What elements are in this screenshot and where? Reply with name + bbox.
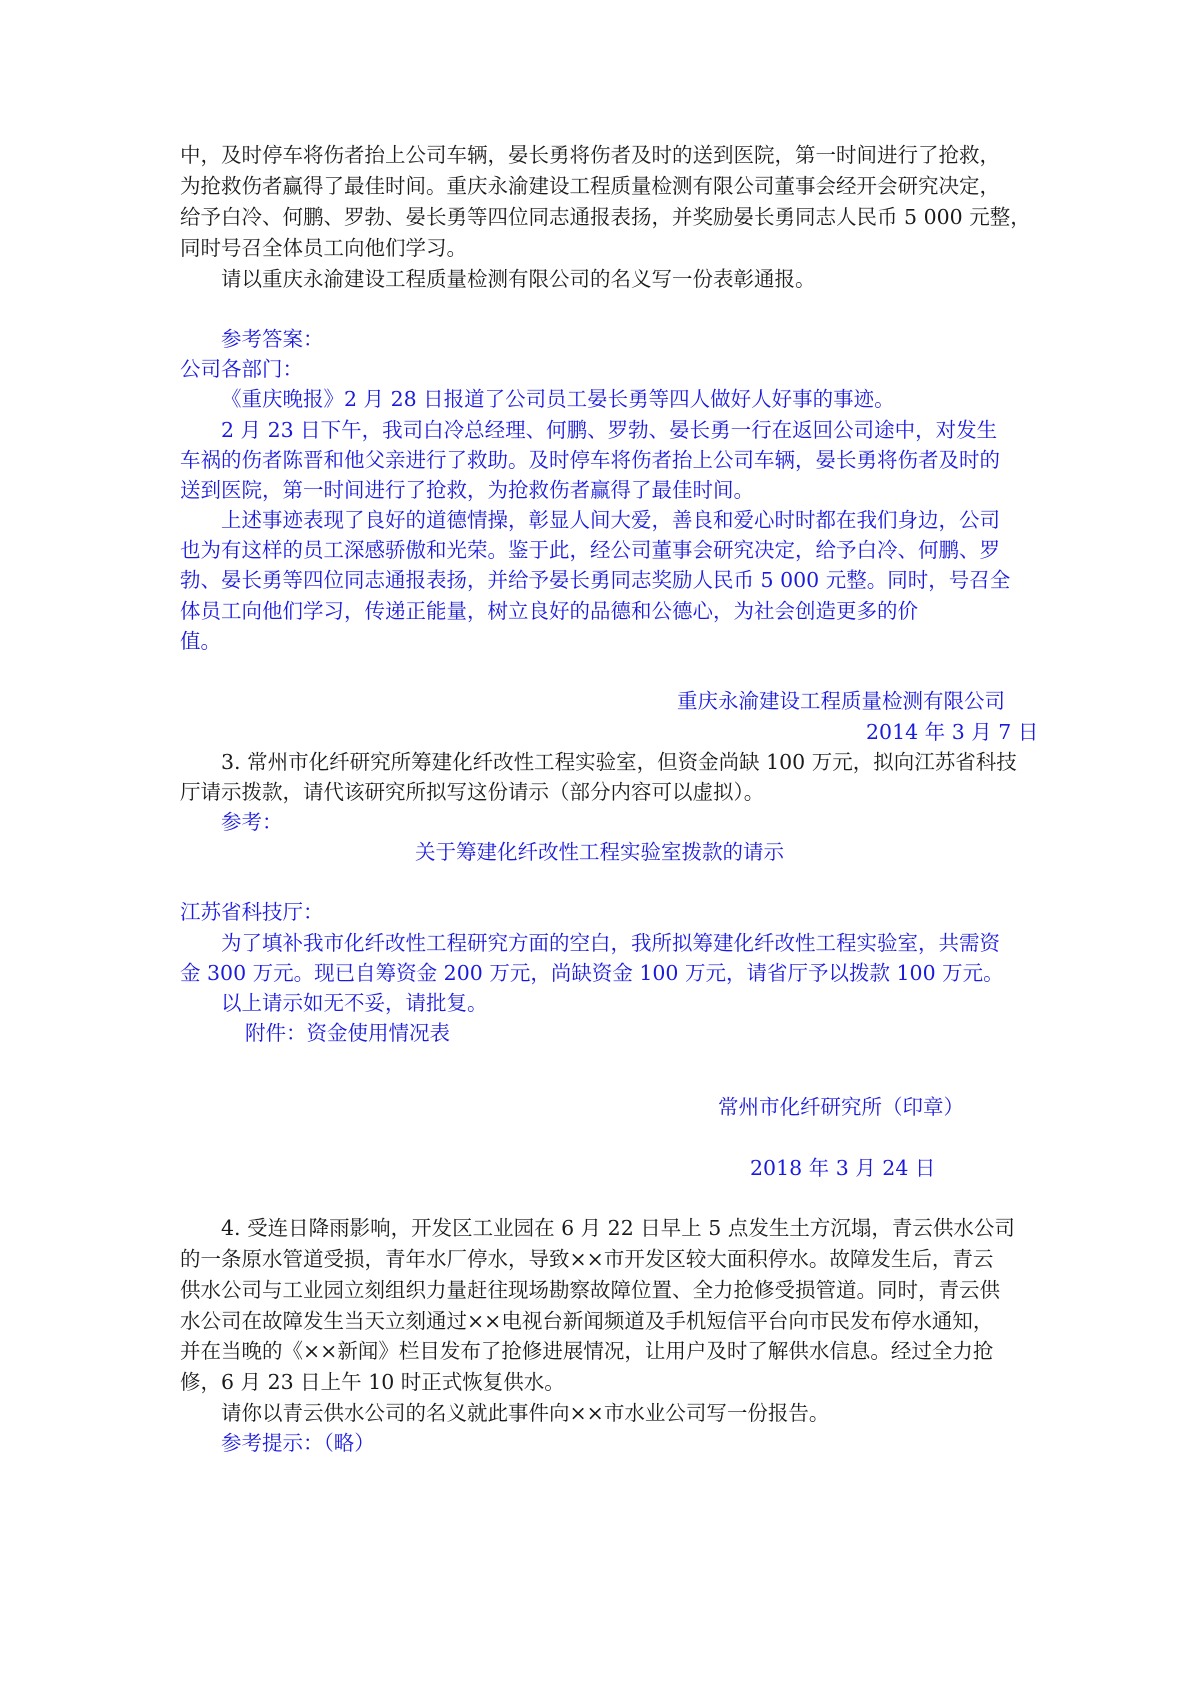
answer-3-body-line-1: 为了填补我市化纤改性工程研究方面的空白，我所拟筹建化纤改性工程实验室，共需资 bbox=[221, 931, 1000, 955]
question-4-line-3: 供水公司与工业园立刻组织力量赶往现场勘察故障位置、全力抢修受损管道。同时，青云供 bbox=[180, 1278, 1000, 1302]
answer-3-attachment: 附件：资金使用情况表 bbox=[245, 1021, 450, 1045]
question-3-line-1: 3. 常州市化纤研究所筹建化纤改性工程实验室，但资金尚缺 100 万元，拟向江苏省科技 bbox=[221, 750, 1017, 774]
answer-3-signature: 常州市化纤研究所（印章） bbox=[718, 1095, 964, 1119]
answer-3-title: 关于筹建化纤改性工程实验室拨款的请示 bbox=[415, 840, 784, 864]
question-4-line-6: 修，6 月 23 日上午 10 时正式恢复供水。 bbox=[180, 1370, 565, 1394]
answer-2-para-3-line-5: 值。 bbox=[180, 629, 221, 653]
question-4-line-4: 水公司在故障发生当天立刻通过××电视台新闻频道及手机短信平台向市民发布停水通知， bbox=[180, 1309, 994, 1333]
question-4-line-1: 4. 受连日降雨影响，开发区工业园在 6 月 22 日早上 5 点发生土方沉塌，青云供水公司 bbox=[221, 1216, 1015, 1240]
question-2-line-2: 为抢救伤者赢得了最佳时间。重庆永渝建设工程质量检测有限公司董事会经开会研究决定， bbox=[180, 174, 1000, 198]
answer-2-date: 2014 年 3 月 7 日 bbox=[866, 720, 1039, 744]
question-4-task: 请你以青云供水公司的名义就此事件向××市水业公司写一份报告。 bbox=[221, 1401, 830, 1425]
answer-2-signature: 重庆永渝建设工程质量检测有限公司 bbox=[677, 689, 1005, 713]
answer-3-body-line-2: 金 300 万元。现已自筹资金 200 万元，尚缺资金 100 万元，请省厅予以拨款 100 万元。 bbox=[180, 961, 1004, 985]
answer-2-para-3-line-3: 勃、晏长勇等四位同志通报表扬，并给予晏长勇同志奖励人民币 5 000 元整。同时，号召全 bbox=[180, 568, 1011, 592]
answer-3-closing: 以上请示如无不妥，请批复。 bbox=[221, 991, 488, 1015]
answer-2-para-2-line-2: 车祸的伤者陈晋和他父亲进行了救助。及时停车将伤者抬上公司车辆，晏长勇将伤者及时的 bbox=[180, 448, 1000, 472]
question-3-line-2: 厅请示拨款，请代该研究所拟写这份请示（部分内容可以虚拟）。 bbox=[180, 780, 765, 804]
question-2-line-4: 同时号召全体员工向他们学习。 bbox=[180, 236, 467, 260]
answer-2-para-2-line-1: 2 月 23 日下午，我司白冷总经理、何鹏、罗勃、晏长勇一行在返回公司途中，对发生 bbox=[221, 418, 998, 442]
answer-3-heading: 参考： bbox=[221, 810, 283, 834]
answer-3-salutation: 江苏省科技厅： bbox=[180, 900, 324, 924]
answer-3-date: 2018 年 3 月 24 日 bbox=[750, 1156, 936, 1180]
answer-2-para-3-line-4: 体员工向他们学习，传递正能量，树立良好的品德和公德心，为社会创造更多的价 bbox=[180, 599, 918, 623]
question-2-line-1: 中，及时停车将伤者抬上公司车辆，晏长勇将伤者及时的送到医院，第一时间进行了抢救， bbox=[180, 143, 1000, 167]
question-2-task: 请以重庆永渝建设工程质量检测有限公司的名义写一份表彰通报。 bbox=[221, 267, 816, 291]
question-4-hint: 参考提示：（略） bbox=[221, 1431, 375, 1455]
answer-2-salutation: 公司各部门： bbox=[180, 357, 303, 381]
question-2-line-3: 给予白冷、何鹏、罗勃、晏长勇等四位同志通报表扬，并奖励晏长勇同志人民币 5 000 元整， bbox=[180, 205, 1031, 229]
question-4-line-5: 并在当晚的《××新闻》栏目发布了抢修进展情况，让用户及时了解供水信息。经过全力抢 bbox=[180, 1339, 994, 1363]
answer-2-para-2-line-3: 送到医院，第一时间进行了抢救，为抢救伤者赢得了最佳时间。 bbox=[180, 478, 754, 502]
answer-2-para-1: 《重庆晚报》2 月 28 日报道了公司员工晏长勇等四人做好人好事的事迹。 bbox=[221, 387, 895, 411]
question-4-line-2: 的一条原水管道受损，青年水厂停水，导致××市开发区较大面积停水。故障发生后，青云 bbox=[180, 1247, 994, 1271]
answer-2-para-3-line-1: 上述事迹表现了良好的道德情操，彰显人间大爱，善良和爱心时时都在我们身边，公司 bbox=[221, 508, 1000, 532]
answer-2-heading: 参考答案： bbox=[221, 327, 324, 351]
answer-2-para-3-line-2: 也为有这样的员工深感骄傲和光荣。鉴于此，经公司董事会研究决定，给予白冷、何鹏、罗 bbox=[180, 538, 1000, 562]
